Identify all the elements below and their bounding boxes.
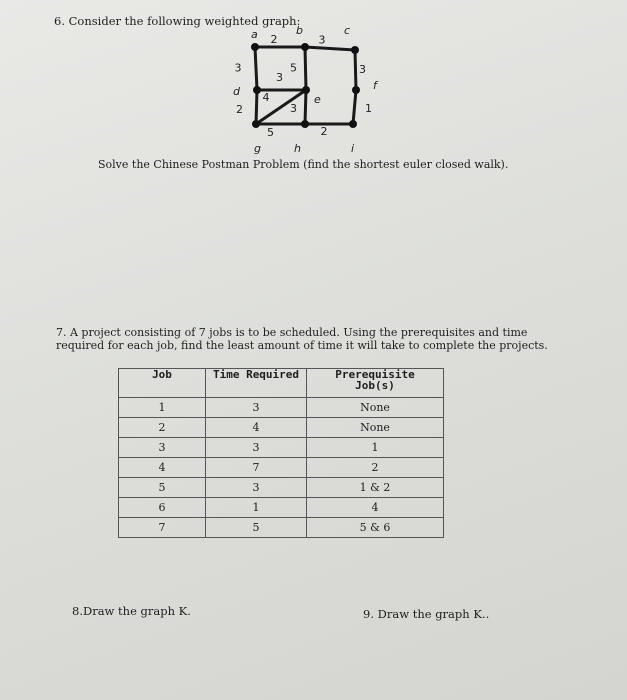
edge-weight-c-f: 3 [359, 63, 366, 76]
time-cell: 1 [206, 498, 307, 518]
vertex-c [351, 46, 359, 54]
prereq-cell: None [307, 398, 444, 418]
edge-weight-d-g: 2 [236, 103, 243, 116]
time-cell: 3 [206, 398, 307, 418]
table-row [119, 418, 444, 438]
job-table-header [119, 369, 444, 398]
time-cell: 4 [206, 418, 307, 438]
job-cell: 7 [119, 518, 206, 538]
table-row [119, 398, 444, 418]
header-prerequisite: Prerequisite Job(s) [307, 369, 444, 398]
prereq-cell: 5 & 6 [307, 518, 444, 538]
job-table [118, 368, 444, 538]
time-cell: 7 [206, 458, 307, 478]
table-row [119, 458, 444, 478]
table-row [119, 518, 444, 538]
edge-weight-d-e: 3 [276, 71, 283, 84]
header-job: Job [119, 369, 206, 398]
edge-weight-a-d: 3 [234, 61, 242, 75]
time-cell: 3 [206, 438, 307, 458]
edge-c-f [355, 50, 356, 90]
table-row [119, 438, 444, 458]
table-row [119, 498, 444, 518]
job-cell: 5 [119, 478, 206, 498]
prereq-cell: 1 [307, 438, 444, 458]
prereq-cell: 4 [307, 498, 444, 518]
vertex-label-a: a [251, 28, 258, 41]
vertex-label-c: c [344, 24, 351, 37]
question-8-prompt: 8.Draw the graph K. [72, 604, 191, 618]
edge-e-h [305, 90, 306, 124]
header-time-required: Time Required [206, 369, 307, 398]
vertex-f [352, 86, 360, 94]
edge-weight-g-h: 5 [267, 126, 274, 139]
edge-a-d [255, 47, 257, 90]
job-cell: 6 [119, 498, 206, 518]
vertex-label-g: g [254, 142, 261, 155]
question-7-prompt: 7. A project consisting of 7 jobs is to be scheduled. Using the prerequisites and time required for each job, find the least amount of time it will take to complete the projects. [56, 326, 548, 352]
job-cell: 2 [119, 418, 206, 438]
edge-weight-b-e: 5 [290, 61, 297, 75]
edge-weight-e-h: 3 [290, 102, 297, 115]
prereq-cell: 1 & 2 [307, 478, 444, 498]
vertex-e [302, 86, 310, 94]
vertex-a [251, 43, 259, 51]
job-cell: 4 [119, 458, 206, 478]
prereq-cell: None [307, 418, 444, 438]
time-cell: 5 [206, 518, 307, 538]
vertex-g [252, 120, 260, 128]
vertex-b [301, 43, 309, 51]
prereq-cell: 2 [307, 458, 444, 478]
vertex-label-i: i [351, 142, 355, 155]
question-9-prompt: 9. Draw the graph K.. [363, 607, 490, 621]
job-cell: 3 [119, 438, 206, 458]
vertex-h [301, 120, 309, 128]
question-6-prompt: 6. Consider the following weighted graph: [54, 14, 301, 28]
edge-b-c [305, 47, 355, 50]
edge-weight-b-c: 3 [318, 33, 326, 47]
edge-b-e [305, 47, 306, 90]
vertex-i [349, 120, 357, 128]
vertex-label-h: h [294, 142, 301, 155]
vertex-label-b: b [296, 24, 303, 37]
edge-weight-a-b: 2 [270, 33, 278, 46]
question-6-task: Solve the Chinese Postman Problem (find the shortest euler closed walk). [98, 158, 509, 171]
job-cell: 1 [119, 398, 206, 418]
edge-weight-f-i: 1 [365, 102, 372, 115]
edge-d-g [256, 90, 257, 124]
vertex-d [253, 86, 261, 94]
edge-weight-g-e: 4 [262, 91, 270, 104]
time-cell: 3 [206, 478, 307, 498]
vertex-label-d: d [233, 85, 240, 98]
vertex-label-e: e [314, 93, 321, 106]
table-row [119, 478, 444, 498]
vertex-label-f: f [373, 79, 377, 92]
edge-f-i [353, 90, 356, 124]
edge-weight-h-i: 2 [320, 125, 328, 138]
